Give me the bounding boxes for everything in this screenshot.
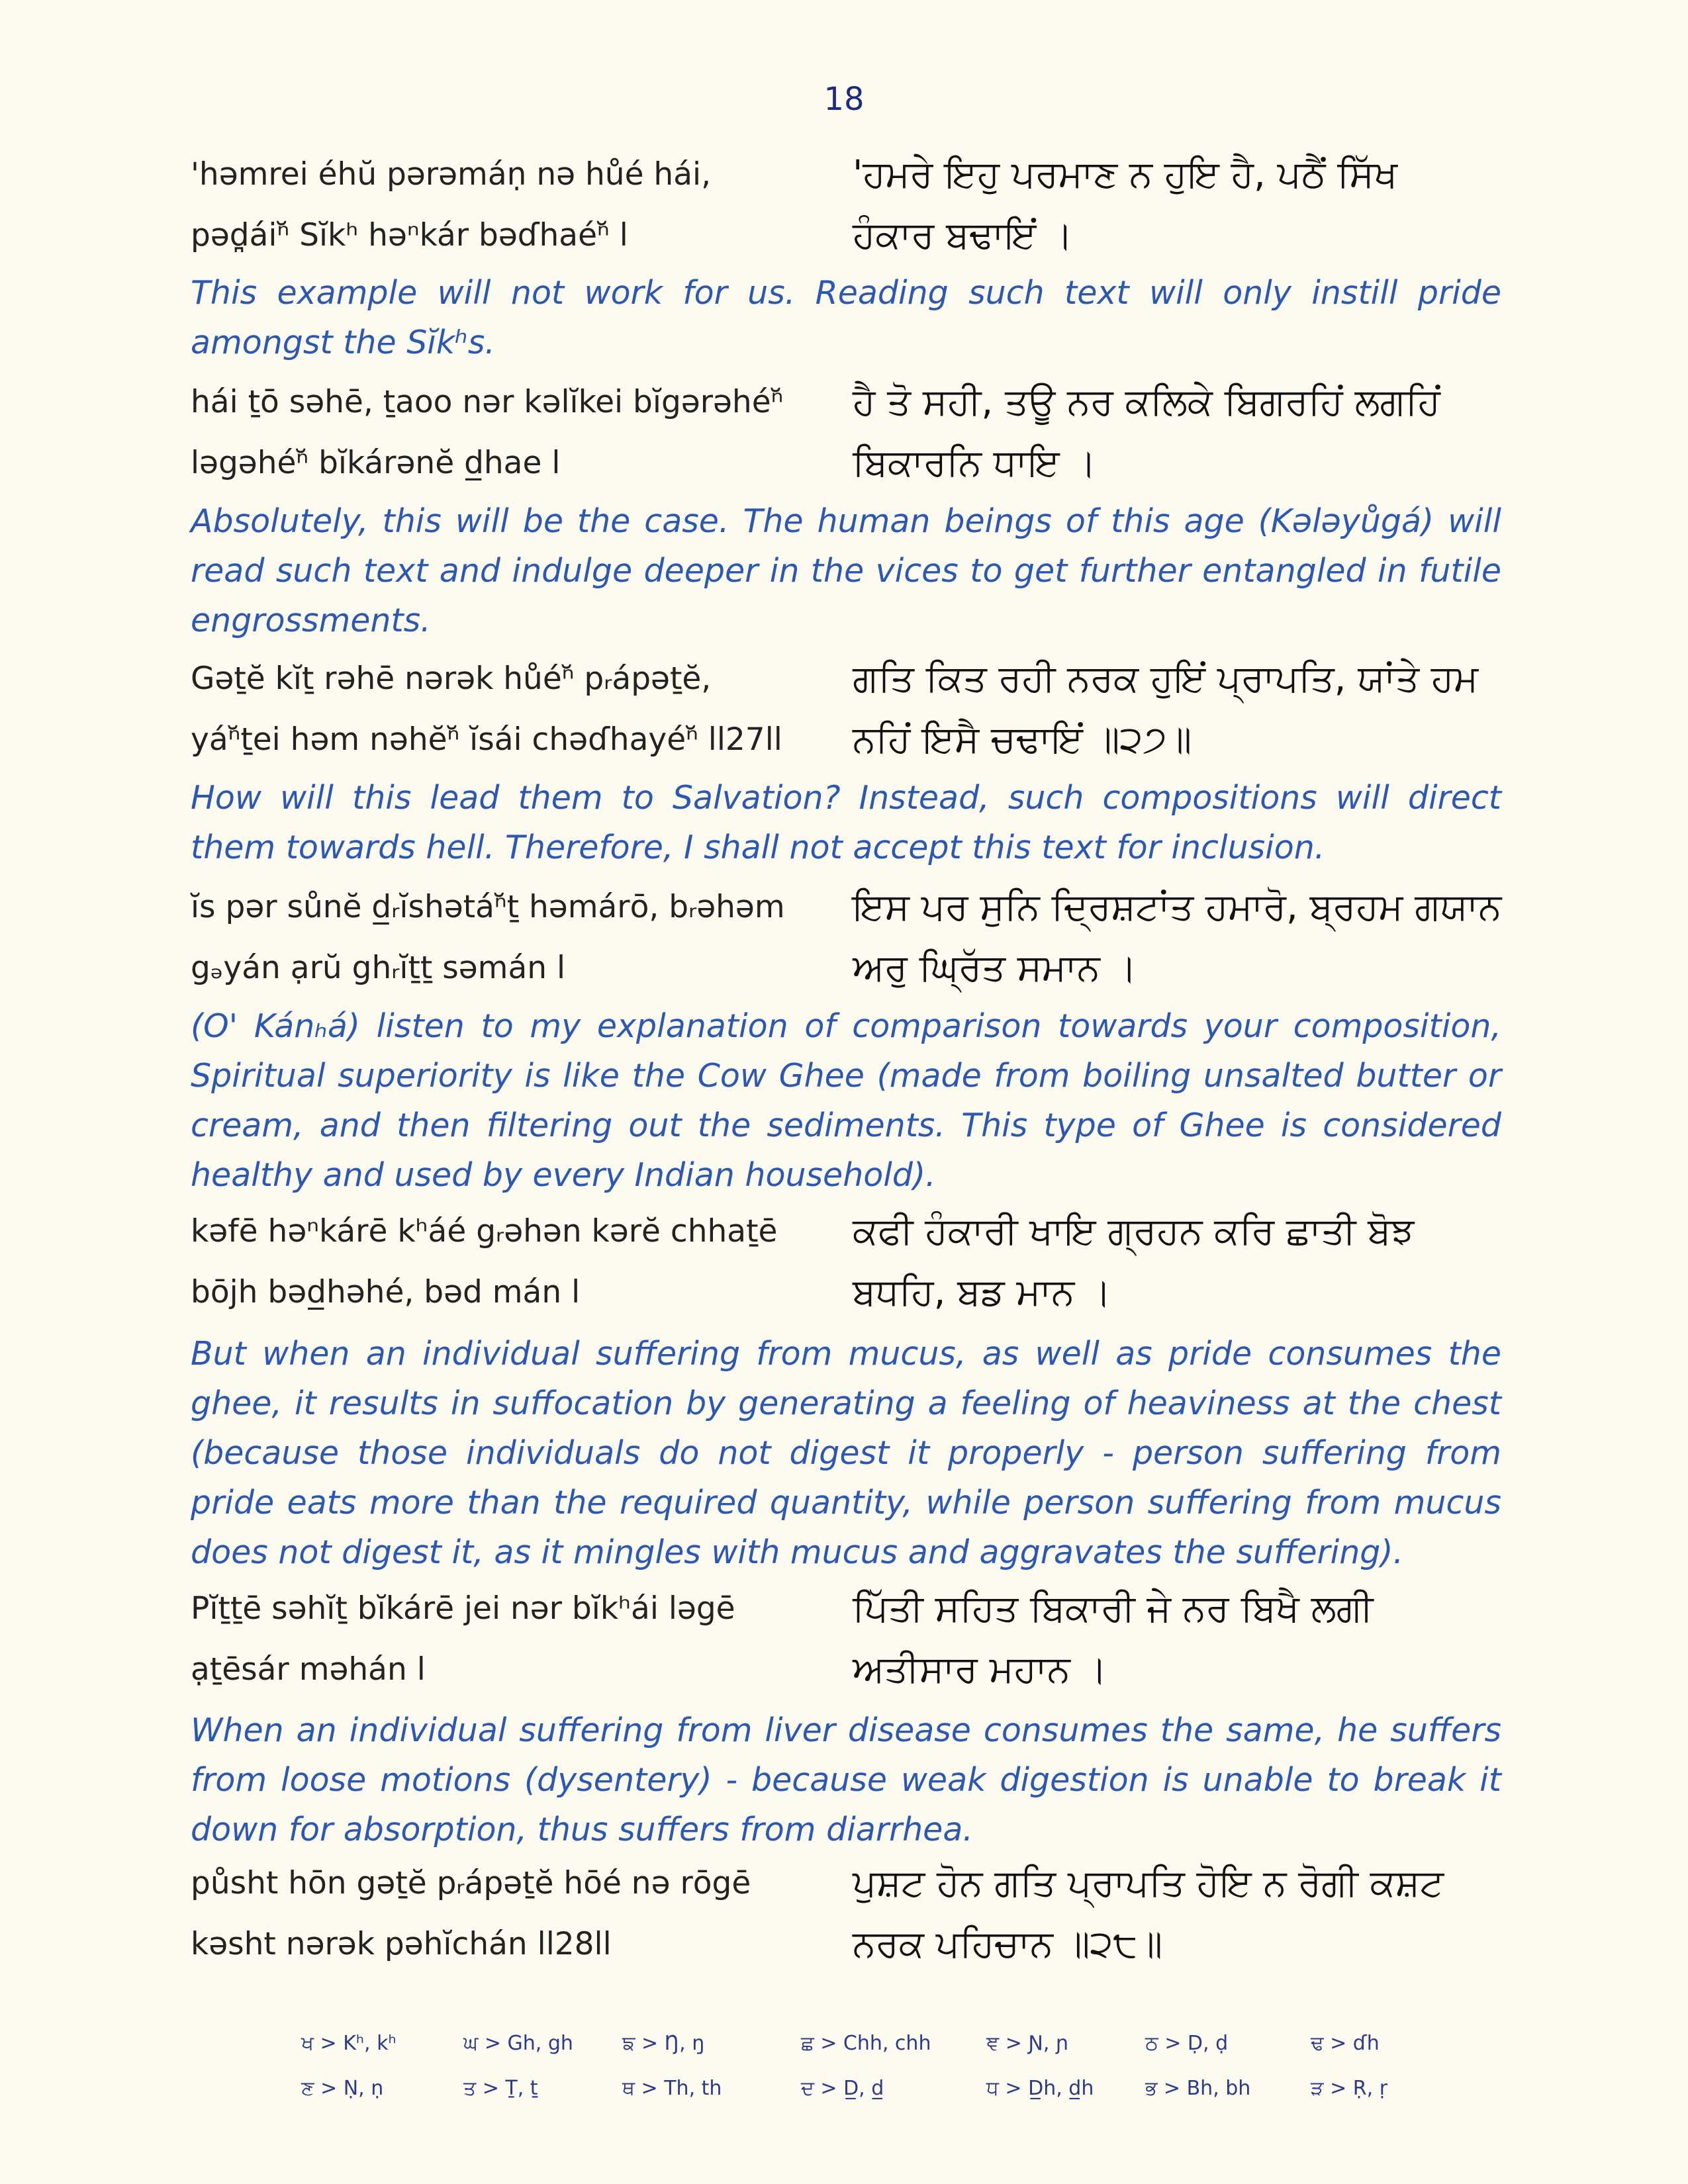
gurmukhi-line: ਪਿੱਤੀ ਸਹਿਤ ਬਿਕਾਰੀ ਜੇ ਨਰ ਬਿਖੈ ਲਗੀ [853, 1587, 1374, 1630]
legend-item: ਧ > D̲h, d̲h [986, 2077, 1094, 2100]
verse-4 [191, 877, 1501, 1003]
translation-4: (O' Kánₕá) listen to my explanation of comparison towards your composition, Spiritual superiority is like the Cow Ghee (made from boiling unsalted butter or cream, and then filtering out the sediments. This type of Ghee is considered healthy and used by every Indian household). [191, 1007, 1501, 1194]
gurmukhi-line: ਪੁਸ਼ਟ ਹੋਨ ਗਤਿ ਪ੍ਰਾਪਤਿ ਹੋਇ ਨ ਰੋਗੀ ਕਸ਼ਟ [853, 1862, 1444, 1905]
transliteration-legend [301, 2032, 1427, 2122]
verse-5 [191, 1201, 1501, 1327]
legend-item: ਤ > Ṯ, ṯ [463, 2077, 538, 2100]
page-number: 18 [823, 81, 865, 118]
gurmukhi-line: ਨਰਕ ਪਹਿਚਾਨ ॥੨੮॥ [853, 1923, 1163, 1966]
legend-item: ਣ > Ṇ, ṇ [301, 2077, 384, 2100]
translit-line: kəsht nərək pəhĭchán ll28ll [191, 1926, 612, 1962]
legend-item: ਠ > Ḍ, ḍ [1145, 2032, 1229, 2055]
translation-1: This example will not work for us. Reading such text will only instill pride amongst the Sĭkʰs. [191, 274, 1501, 361]
translation-6: When an individual suffering from liver disease consumes the same, he suffers from loose motions (dysentery) - because weak digestion is unable to break it down for absorption, thus suffers from diarrhea. [191, 1711, 1501, 1848]
transliteration [191, 877, 820, 999]
gurmukhi-line: 'ਹਮਰੇ ਇਹੁ ਪਰਮਾਣ ਨ ਹੁਇ ਹੈ, ਪਠੈਂ ਸਿੱਖ [853, 153, 1398, 196]
translit-line: Pĭṯṯē səhĭṯ bĭkárē jei nər bĭkʰái ləgē [191, 1590, 735, 1627]
gurmukhi-line: ਨਹਿਂ ਇਸੈ ਚਢਾਇਂ ॥੨੭॥ [853, 718, 1192, 761]
translit-line: 'həmrei éhŭ pərəmáṇ nə hůé hái, [191, 156, 712, 193]
gurmukhi-text [853, 372, 1501, 494]
legend-item: ਖ > Kʰ, kʰ [301, 2032, 397, 2055]
translit-line: hái ṯō səhē, ṯaoo nər kəlĭkei bĭgərəhéⁿ̆ [191, 384, 784, 420]
legend-item: ਦ > D̲, d̲ [801, 2077, 884, 2100]
translit-line: Gəṯĕ kĭṯ rəhē nərək hůéⁿ̆ pᵣápəṯĕ, [191, 660, 712, 697]
translation-3: How will this lead them to Salvation? Instead, such compositions will direct them towards hell. Therefore, I shall not accept this text for inclusion. [191, 779, 1501, 866]
gurmukhi-text [853, 1578, 1501, 1700]
gurmukhi-line: ਅਤੀਸਾਰ ਮਹਾਨ । [853, 1648, 1107, 1691]
transliteration [191, 1578, 820, 1700]
legend-item: ਢ > ɗh [1311, 2032, 1380, 2055]
legend-item: ੜ > Ṛ, ṛ [1311, 2077, 1388, 2100]
legend-row-2 [301, 2077, 1427, 2122]
verse-2 [191, 372, 1501, 498]
legend-item: ਭ > Bh, bh [1145, 2077, 1251, 2100]
translit-line: gₔyán ạrŭ ghᵣĭṯṯ səmán l [191, 950, 566, 986]
translit-line: bōjh bəd̲həhé, bəd mán l [191, 1274, 581, 1310]
verse-1 [191, 144, 1501, 270]
gurmukhi-line: ਹੈ ਤੋ ਸਹੀ, ਤਊ ਨਰ ਕਲਿਕੇ ਬਿਗਰਹਿਂ ਲਗਹਿਂ [853, 381, 1440, 424]
transliteration [191, 372, 820, 494]
gurmukhi-line: ਹੰਕਾਰ ਬਢਾਇਂ । [853, 214, 1073, 257]
gurmukhi-text [853, 1201, 1501, 1323]
translit-line: yáⁿ̆ṯei həm nəhĕⁿ̆ ĭsái chəɗhayéⁿ̆ ll27ll [191, 721, 782, 758]
legend-row-1 [301, 2032, 1427, 2077]
gurmukhi-text [853, 1853, 1501, 1975]
translit-line: ĭs pər sůnĕ d̲ᵣĭshətáⁿ̆ṯ həmárō, bᵣəhəm [191, 889, 785, 925]
translation-5: But when an individual suffering from mucus, as well as pride consumes the ghee, it results in suffocation by generating a feeling of heaviness at the chest (because those individuals do not digest it properly - person suffering from pride eats more than the required quantity, while person suffering from mucus does not digest it, as it mingles with mucus and aggravates the suffering). [191, 1335, 1501, 1571]
legend-item: ਥ > Th, th [622, 2077, 722, 2100]
legend-item: ਘ > Gh, gh [463, 2032, 573, 2055]
legend-item: ਞ > Ɲ, ɲ [986, 2032, 1069, 2055]
gurmukhi-text [853, 877, 1501, 999]
translit-line: pəd̪áiⁿ̆ Sĭkʰ həⁿkár bəɗhaéⁿ̆ l [191, 217, 628, 253]
gurmukhi-text [853, 649, 1501, 770]
translit-line: půsht hōn gəṯĕ pᵣápəṯĕ hōé nə rōgē [191, 1865, 751, 1901]
gurmukhi-line: ਬਿਕਾਰਨਿ ਧਾਇ । [853, 441, 1097, 484]
translit-line: ləgəhéⁿ̆ bĭkárənĕ d̲hae l [191, 445, 561, 481]
gurmukhi-line: ਅਰੁ ਘ੍ਰਿੱਤ ਸਮਾਨ । [853, 946, 1137, 989]
transliteration [191, 649, 820, 770]
verse-6 [191, 1578, 1501, 1704]
legend-item: ਛ > Chh, chh [801, 2032, 931, 2055]
transliteration [191, 144, 820, 266]
transliteration [191, 1201, 820, 1323]
gurmukhi-line: ਗਤਿ ਕਿਤ ਰਹੀ ਨਰਕ ਹੁਇਂ ਪ੍ਰਾਪਤਿ, ਯਾਂਤੇ ਹਮ [853, 657, 1479, 700]
gurmukhi-line: ਬਧਹਿ, ਬਡ ਮਾਨ । [853, 1271, 1111, 1314]
translit-line: kəfē həⁿkárē kʰáé gᵣəhən kərĕ chhaṯē [191, 1213, 778, 1250]
gurmukhi-text [853, 144, 1501, 266]
verse-3 [191, 649, 1501, 774]
verse-7 [191, 1853, 1501, 1979]
translit-line: ạṯēsár məhán l [191, 1651, 426, 1688]
legend-item: ਙ > Ŋ, ŋ [622, 2032, 705, 2055]
translation-2: Absolutely, this will be the case. The human beings of this age (Kələyůgá) will read such text and indulge deeper in the vices to get further entangled in futile engrossments. [191, 502, 1501, 639]
gurmukhi-line: ਇਸ ਪਰ ਸੁਨਿ ਦ੍ਰਿਸ਼ਟਾਂਤ ਹਮਾਰੋ, ਬ੍ਰਹਮ ਗਯਾਨ [853, 886, 1502, 929]
gurmukhi-line: ਕਫੀ ਹੰਕਾਰੀ ਖਾਇ ਗ੍ਰਹਨ ਕਰਿ ਛਾਤੀ ਬੋਝ [853, 1210, 1415, 1253]
transliteration [191, 1853, 820, 1975]
